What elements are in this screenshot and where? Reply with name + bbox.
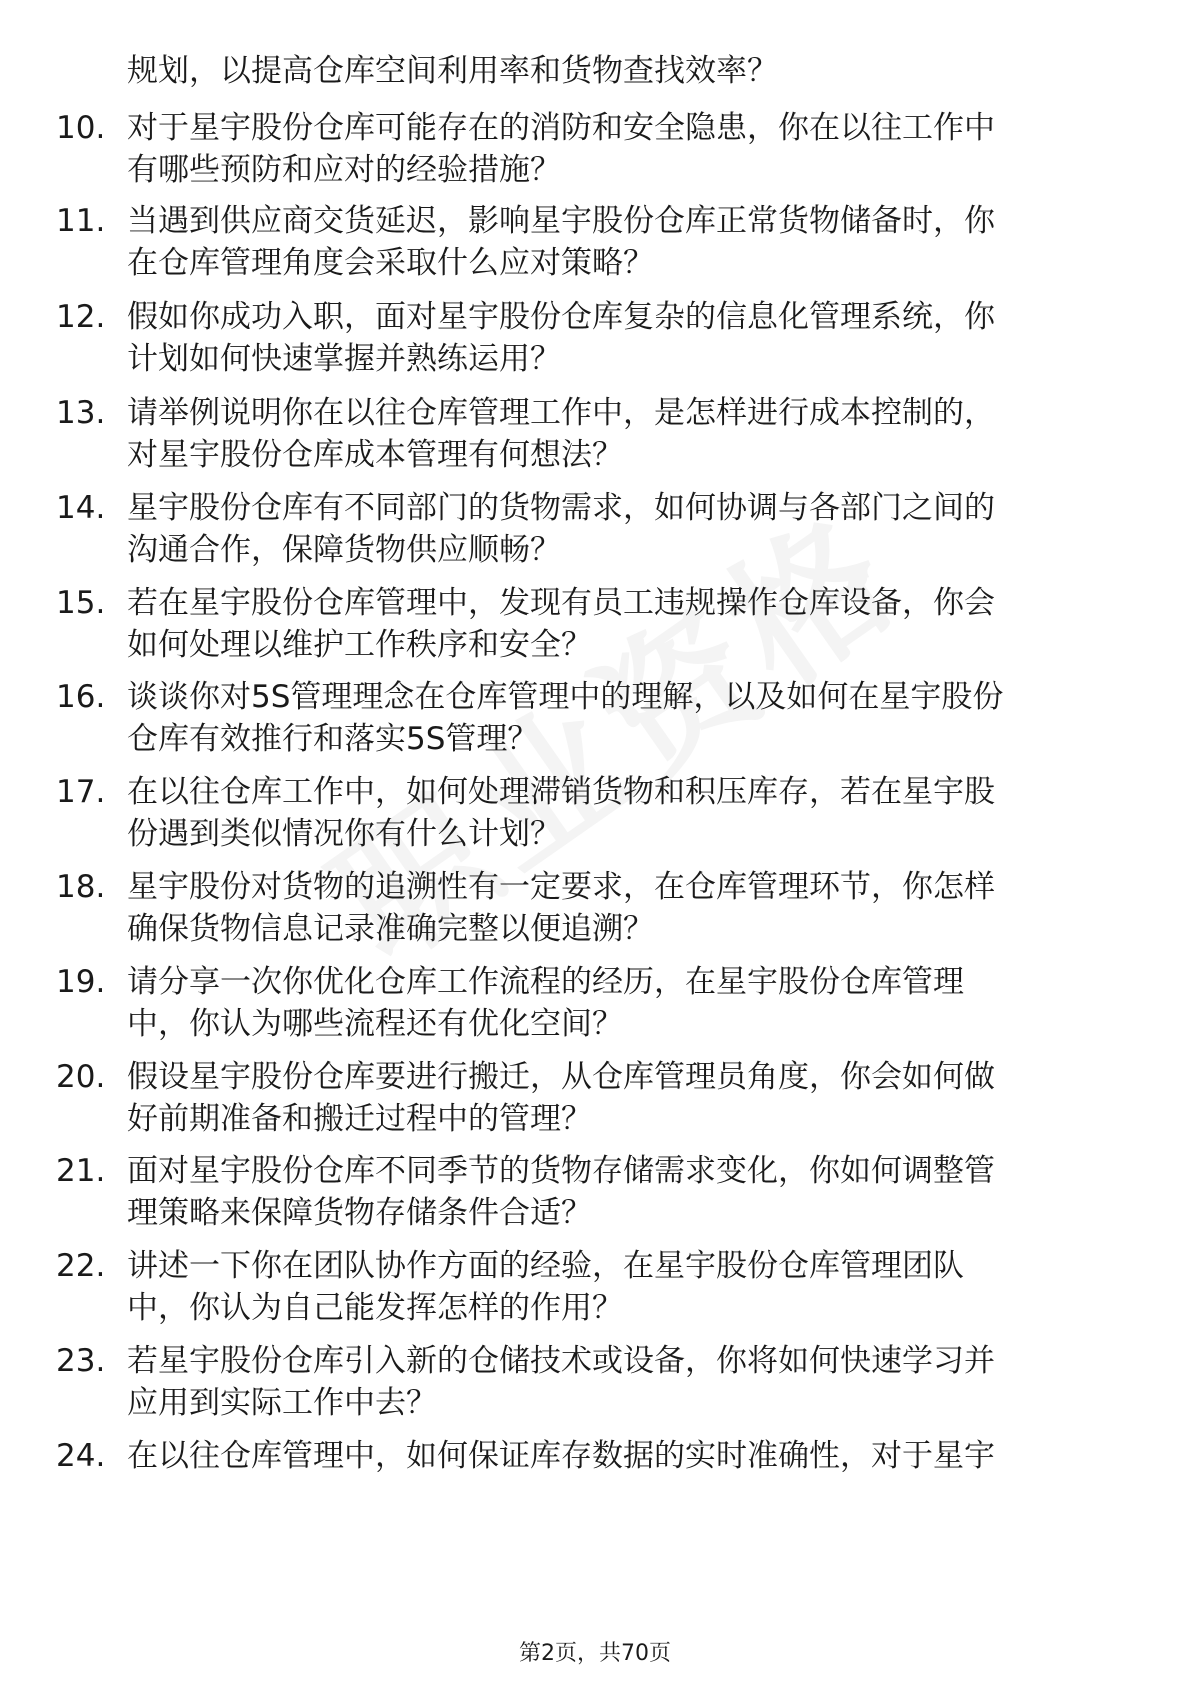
- question-text: 假设星宇股份仓库要进行搬迁，从仓库管理员角度，你会如何做 好前期准备和搬迁过程中的管理？: [127, 1059, 995, 1137]
- question-number: 12.: [56, 299, 106, 335]
- question-text: 星宇股份仓库有不同部门的货物需求，如何协调与各部门之间的 沟通合作，保障货物供应顺畅？: [127, 490, 995, 568]
- question-number: 17.: [56, 774, 106, 810]
- continuation-text: 规划，以提高仓库空间利用率和货物查找效率？: [127, 53, 778, 89]
- question-text: 当遇到供应商交货延迟，影响星宇股份仓库正常货物储备时，你 在仓库管理角度会采取什么应对策略？: [127, 203, 995, 281]
- question-number: 23.: [56, 1343, 106, 1379]
- question-number: 20.: [56, 1059, 106, 1095]
- question-number: 19.: [56, 964, 106, 1000]
- question-number: 16.: [56, 679, 106, 715]
- question-text: 面对星宇股份仓库不同季节的货物存储需求变化，你如何调整管 理策略来保障货物存储条件合适？: [127, 1153, 995, 1231]
- question-text: 星宇股份对货物的追溯性有一定要求，在仓库管理环节，你怎样 确保货物信息记录准确完整以便追溯？: [127, 869, 995, 947]
- question-text: 谈谈你对5S管理理念在仓库管理中的理解，以及如何在星宇股份 仓库有效推行和落实5S管理？: [127, 679, 1004, 757]
- question-number: 22.: [56, 1248, 106, 1284]
- question-text: 若在星宇股份仓库管理中，发现有员工违规操作仓库设备，你会 如何处理以维护工作秩序和安全？: [127, 585, 995, 663]
- question-text: 若星宇股份仓库引入新的仓储技术或设备，你将如何快速学习并 应用到实际工作中去？: [127, 1343, 995, 1421]
- question-number: 11.: [56, 203, 106, 239]
- page-footer: 第2页，共70页: [519, 1641, 671, 1666]
- question-number: 18.: [56, 869, 106, 905]
- question-text: 假如你成功入职，面对星宇股份仓库复杂的信息化管理系统，你 计划如何快速掌握并熟练运用？: [127, 299, 995, 377]
- question-number: 21.: [56, 1153, 106, 1189]
- question-text: 讲述一下你在团队协作方面的经验，在星宇股份仓库管理团队 中，你认为自己能发挥怎样的作用？: [127, 1248, 964, 1326]
- question-text: 对于星宇股份仓库可能存在的消防和安全隐患，你在以往工作中 有哪些预防和应对的经验措施？: [127, 110, 995, 188]
- question-number: 10.: [56, 110, 106, 146]
- question-number: 15.: [56, 585, 106, 621]
- question-number: 24.: [56, 1438, 106, 1474]
- question-text: 在以往仓库工作中，如何处理滞销货物和积压库存，若在星宇股 份遇到类似情况你有什么计划？: [127, 774, 995, 852]
- question-number: 13.: [56, 395, 106, 431]
- question-text: 请分享一次你优化仓库工作流程的经历，在星宇股份仓库管理 中，你认为哪些流程还有优化空间？: [127, 964, 964, 1042]
- question-number: 14.: [56, 490, 106, 526]
- question-text: 在以往仓库管理中，如何保证库存数据的实时准确性，对于星宇: [127, 1438, 995, 1474]
- question-text: 请举例说明你在以往仓库管理工作中，是怎样进行成本控制的， 对星宇股份仓库成本管理有何想法？: [127, 395, 995, 473]
